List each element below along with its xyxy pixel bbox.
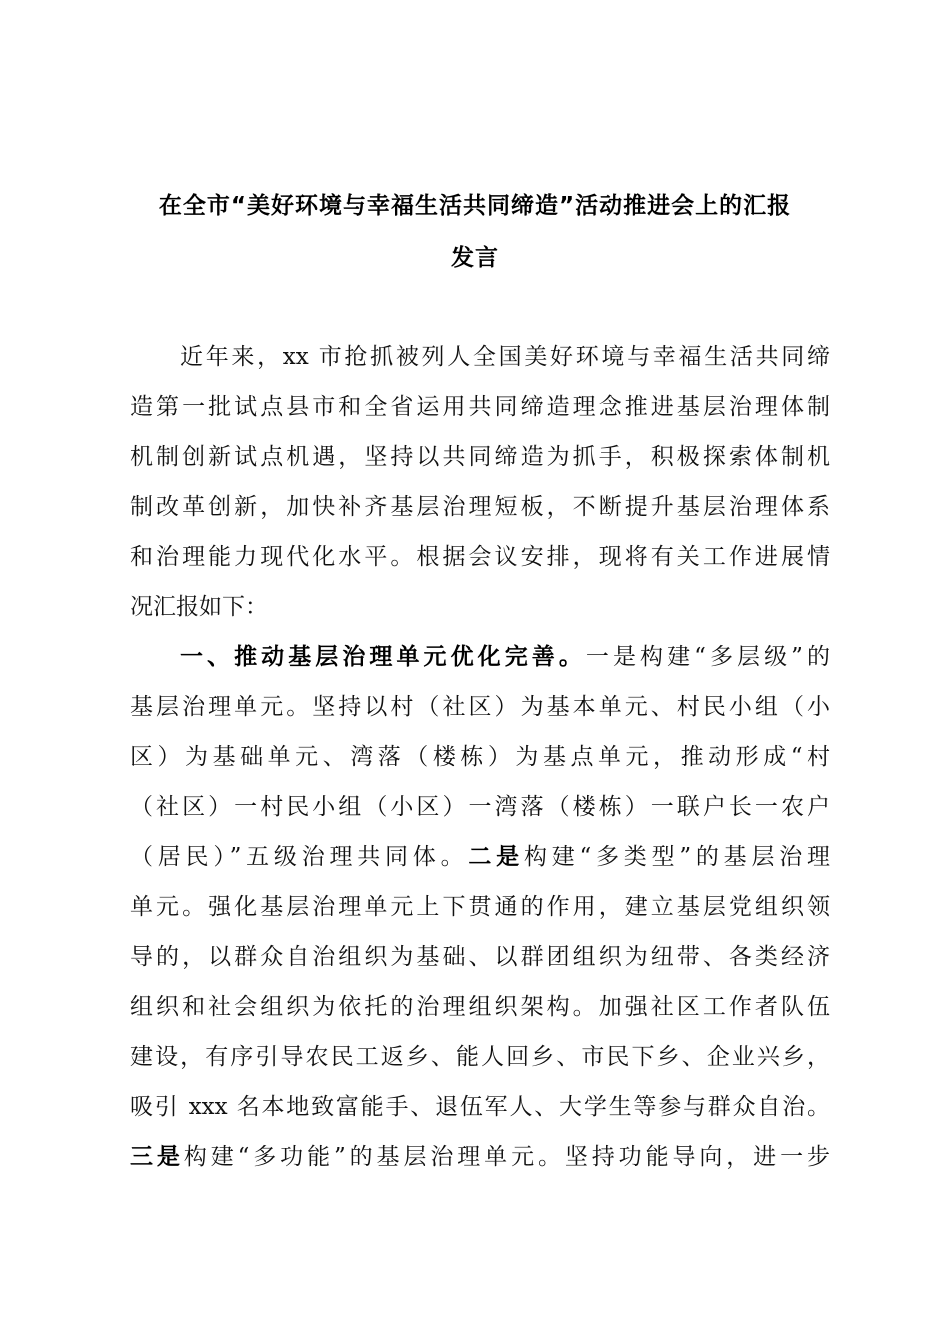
- section-1-line: 吸引 xxx 名本地致富能手、退伍军人、大学生等参与群众自治。: [130, 1094, 830, 1120]
- section-1-line: 区）为基础单元、湾落（楼栋）为基点单元，推动形成“村: [130, 744, 830, 770]
- section-1-text: 构建“多类型”的基层治理: [523, 844, 831, 870]
- document-title-line-2: 发言: [451, 245, 499, 271]
- section-1-line: 建设，有序引导农民工返乡、能人回乡、市民下乡、企业兴乡，: [130, 1044, 830, 1070]
- section-1-text: （居民）”五级治理共同体。: [130, 844, 469, 870]
- section-1-line: 组织和社会组织为依托的治理组织架构。加强社区工作者队伍: [130, 994, 830, 1020]
- intro-line: 和治理能力现代化水平。根据会议安排，现将有关工作进展情: [130, 544, 830, 570]
- section-1-text: 一是构建“多层级”的: [585, 644, 830, 670]
- section-1-line: （社区）一村民小组（小区）一湾落（楼栋）一联户长一农户: [130, 794, 830, 820]
- document-title-line-1: 在全市“美好环境与幸福生活共同缔造”活动推进会上的汇报: [158, 193, 792, 219]
- section-1-text: 构建“多功能”的基层治理单元。坚持功能导向，进一步: [183, 1144, 830, 1170]
- section-1-line: 单元。强化基层治理单元上下贯通的作用，建立基层党组织领: [130, 894, 830, 920]
- section-1-line: 导的，以群众自治组织为基础、以群团组织为纽带、各类经济: [130, 944, 830, 970]
- intro-line: 造第一批试点县市和全省运用共同缔造理念推进基层治理体制: [130, 394, 830, 420]
- section-1-line: [130, 842, 830, 872]
- section-1-line: [180, 642, 830, 672]
- section-1-line: 基层治理单元。坚持以村（社区）为基本单元、村民小组（小: [130, 694, 830, 720]
- section-1-heading: 一、推动基层治理单元优化完善。: [180, 644, 586, 670]
- intro-line: 机制创新试点机遇，坚持以共同缔造为抓手，积极探索体制机: [130, 444, 830, 470]
- intro-line: 况汇报如下：: [130, 594, 268, 620]
- intro-line: 近年来，xx 市抢抓被列人全国美好环境与幸福生活共同缔: [180, 344, 830, 370]
- intro-line: 制改革创新，加快补齐基层治理短板，不断提升基层治理体系: [130, 494, 830, 520]
- section-1-line: [130, 1142, 830, 1172]
- section-1-bold-marker: 二是: [468, 844, 524, 870]
- section-1-bold-marker: 三是: [130, 1144, 184, 1170]
